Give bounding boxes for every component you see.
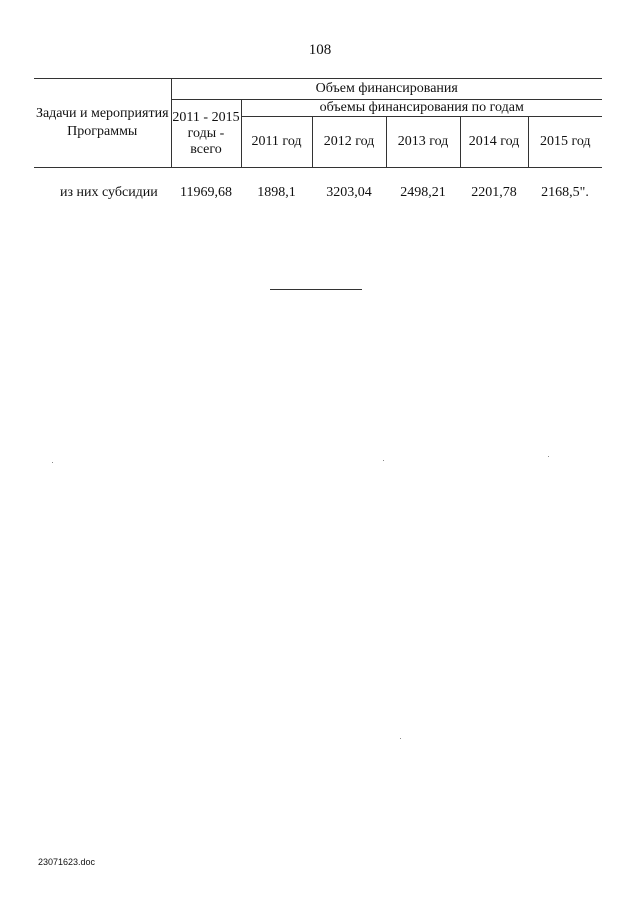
financing-header: Объем финансирования: [171, 79, 602, 100]
year-header: 2013 год: [386, 117, 460, 168]
scan-speck: [52, 462, 53, 463]
year-header: 2015 год: [528, 117, 602, 168]
row-value: 2201,78: [471, 185, 517, 200]
row-value: 2168,5".: [541, 185, 589, 200]
by-year-header: объемы финансирования по годам: [241, 100, 602, 117]
document-filename: 23071623.doc: [38, 857, 96, 867]
year-header: 2012 год: [312, 117, 386, 168]
year-header: 2011 год: [241, 117, 312, 168]
year-header: 2014 год: [460, 117, 528, 168]
scan-speck: [383, 460, 384, 461]
scan-speck: [548, 456, 549, 457]
table-row: [34, 184, 602, 202]
tasks-header: Задачи и мероприятия Программы: [34, 79, 171, 168]
financing-table: [34, 78, 602, 202]
page-number: 108: [308, 42, 332, 58]
total-header: 2011 - 2015 годы - всего: [171, 100, 241, 168]
row-value: 2498,21: [400, 185, 446, 200]
row-label: из них субсидии: [60, 185, 158, 200]
scan-speck: [400, 738, 401, 739]
row-value: 1898,1: [257, 185, 296, 200]
row-total: 11969,68: [180, 185, 232, 200]
row-value: 3203,04: [326, 185, 372, 200]
section-divider: [270, 289, 362, 290]
